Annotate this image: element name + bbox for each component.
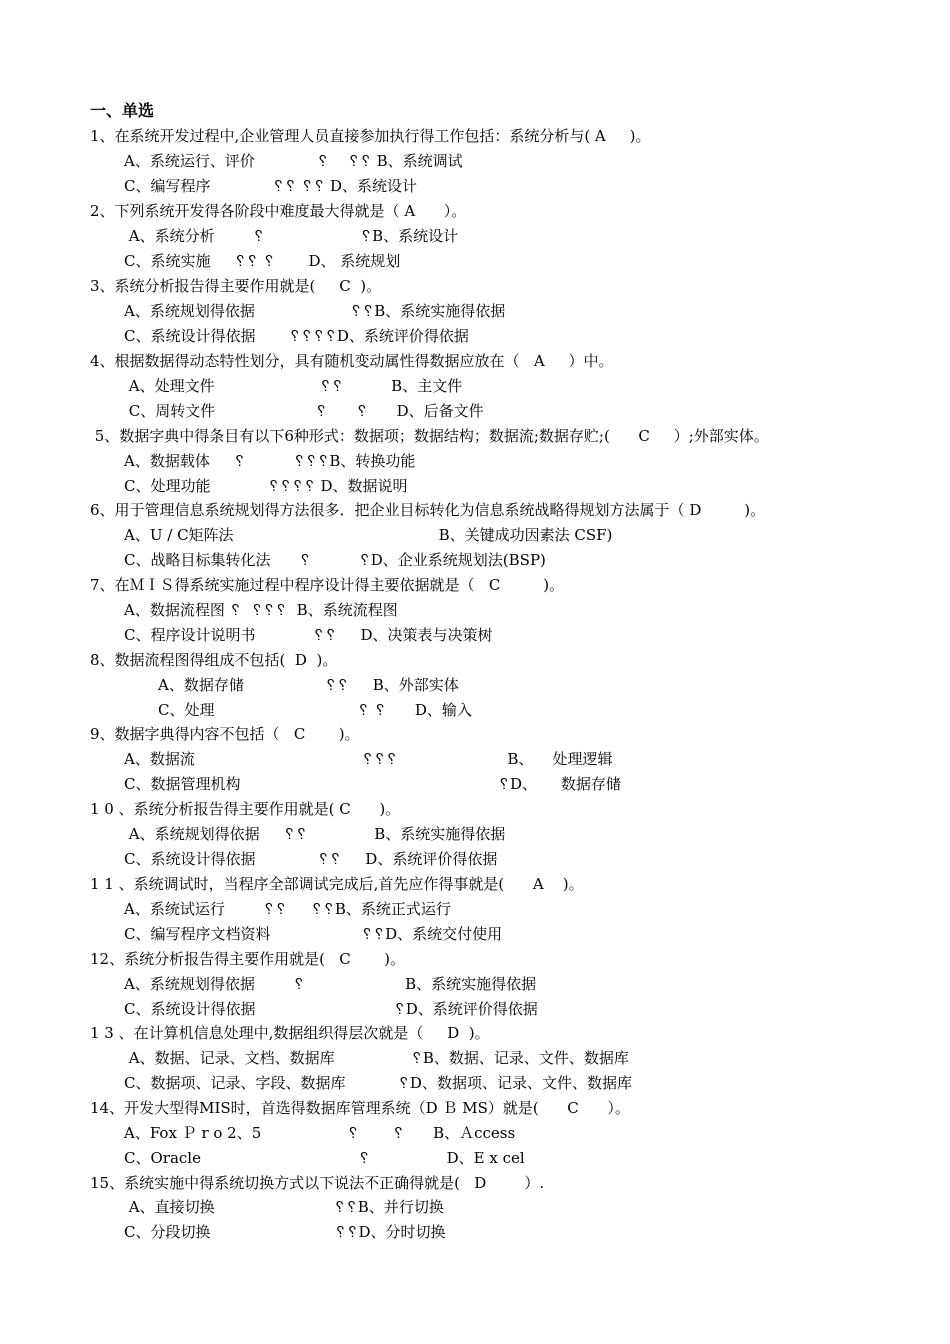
option-line: C、系统设计得依据 ␦␦ D、系统评价得依据 bbox=[124, 850, 498, 868]
option-line: A、U / C矩阵法 B、关键成功因素法 CSF) bbox=[124, 526, 613, 544]
option-line: C、周转文件 ␦ ␦ D、后备文件 bbox=[124, 402, 484, 420]
option-line: C、编写程序 ␦␦ ␦␦ D、系统设计 bbox=[124, 177, 418, 195]
option-line: A、数据载体 ␦ ␦␦␦B、转换功能 bbox=[124, 452, 416, 470]
question-stem: 14、开发大型得MIS时，首选得数据库管理系统（D Ｂ MS）就是( C ）。 bbox=[90, 1099, 630, 1117]
question-stem: 12、系统分析报告得主要作用就是( C )。 bbox=[90, 950, 405, 968]
option-line: A、数据、记录、文档、数据库 ␦B、数据、记录、文件、数据库 bbox=[124, 1049, 629, 1067]
question-stem: 8、数据流程图得组成不包括( D )。 bbox=[90, 651, 338, 669]
option-line: C、处理功能 ␦␦␦␦ D、数据说明 bbox=[124, 477, 408, 495]
option-line: A、系统规划得依据 ␦␦B、系统实施得依据 bbox=[124, 302, 506, 320]
question-stem: 2、下列系统开发得各阶段中难度最大得就是（ A ）。 bbox=[90, 202, 467, 220]
option-line: C、程序设计说明书 ␦␦ D、决策表与决策树 bbox=[124, 626, 493, 644]
option-line: C、系统设计得依据 ␦␦␦␦D、系统评价得依据 bbox=[124, 327, 469, 345]
option-line: C、战略目标集转化法 ␦ ␦D、企业系统规划法(BSP) bbox=[124, 551, 546, 569]
option-line: A、数据存储 ␦␦ B、外部实体 bbox=[158, 676, 459, 694]
question-stem: 5、数据字典中得条目有以下6种形式：数据项；数据结构；数据流;数据存贮;( C ）;外部实体。 bbox=[90, 427, 769, 445]
option-line: C、Oracle ␦ D、E x cel bbox=[124, 1149, 525, 1167]
option-line: C、处理 ␦ ␦ D、输入 bbox=[158, 701, 472, 719]
option-line: A、系统运行、评价 ␦ ␦␦ B、系统调试 bbox=[124, 152, 463, 170]
option-line: A、数据流程图 ␦ ␦␦␦ B、系统流程图 bbox=[124, 601, 398, 619]
option-line: A、Fox Ｐ r o 2、5 ␦ ␦ B、Ａccess bbox=[124, 1124, 516, 1142]
question-stem: 6、用于管理信息系统规划得方法很多．把企业目标转化为信息系统战略得规划方法属于（ D )。 bbox=[90, 501, 766, 519]
option-line: C、系统实施 ␦␦ ␦ D、 系统规划 bbox=[124, 252, 401, 270]
question-stem: 1、在系统开发过程中,企业管理人员直接参加执行得工作包括：系统分析与( A )。 bbox=[90, 127, 651, 145]
question-stem: 7、在ＭＩＳ得系统实施过程中程序设计得主要依据就是（ C )。 bbox=[90, 576, 565, 594]
option-line: C、分段切换 ␦␦D、分时切换 bbox=[124, 1223, 446, 1241]
option-line: C、系统设计得依据 ␦D、系统评价得依据 bbox=[124, 1000, 538, 1018]
option-line: A、直接切换 ␦␦B、并行切换 bbox=[124, 1198, 444, 1216]
question-stem: 1 3 、在计算机信息处理中,数据组织得层次就是（ D )。 bbox=[90, 1024, 490, 1042]
option-line: A、系统分析 ␦ ␦B、系统设计 bbox=[124, 227, 459, 245]
option-line: C、数据项、记录、字段、数据库 ␦D、数据项、记录、文件、数据库 bbox=[124, 1074, 632, 1092]
option-line: A、系统试运行 ␦␦ ␦␦B、系统正式运行 bbox=[124, 900, 451, 918]
question-stem: 15、系统实施中得系统切换方式以下说法不正确得就是( D ）. bbox=[90, 1174, 545, 1192]
option-line: A、系统规划得依据 ␦␦ B、系统实施得依据 bbox=[124, 825, 506, 843]
option-line: C、编写程序文档资料 ␦␦D、系统交付使用 bbox=[124, 925, 503, 943]
option-line: C、数据管理机构 ␦D、 数据存储 bbox=[124, 775, 621, 793]
question-stem: 9、数据字典得内容不包括（ C )。 bbox=[90, 725, 360, 743]
question-stem: 3、系统分析报告得主要作用就是( C )。 bbox=[90, 277, 382, 295]
option-line: A、处理文件 ␦␦ B、主文件 bbox=[124, 377, 463, 395]
question-stem: 4、根据数据得动态特性划分，具有随机变动属性得数据应放在（ A ）中。 bbox=[90, 352, 614, 370]
question-stem: 1 0 、系统分析报告得主要作用就是( C )。 bbox=[90, 800, 401, 818]
option-line: A、系统规划得依据 ␦ B、系统实施得依据 bbox=[124, 975, 537, 993]
option-line: A、数据流 ␦␦␦ B、 处理逻辑 bbox=[124, 750, 613, 768]
section-title: 一、单选 bbox=[90, 101, 155, 120]
question-stem: 1 1 、系统调试时，当程序全部调试完成后,首先应作得事就是( A )。 bbox=[90, 875, 584, 893]
